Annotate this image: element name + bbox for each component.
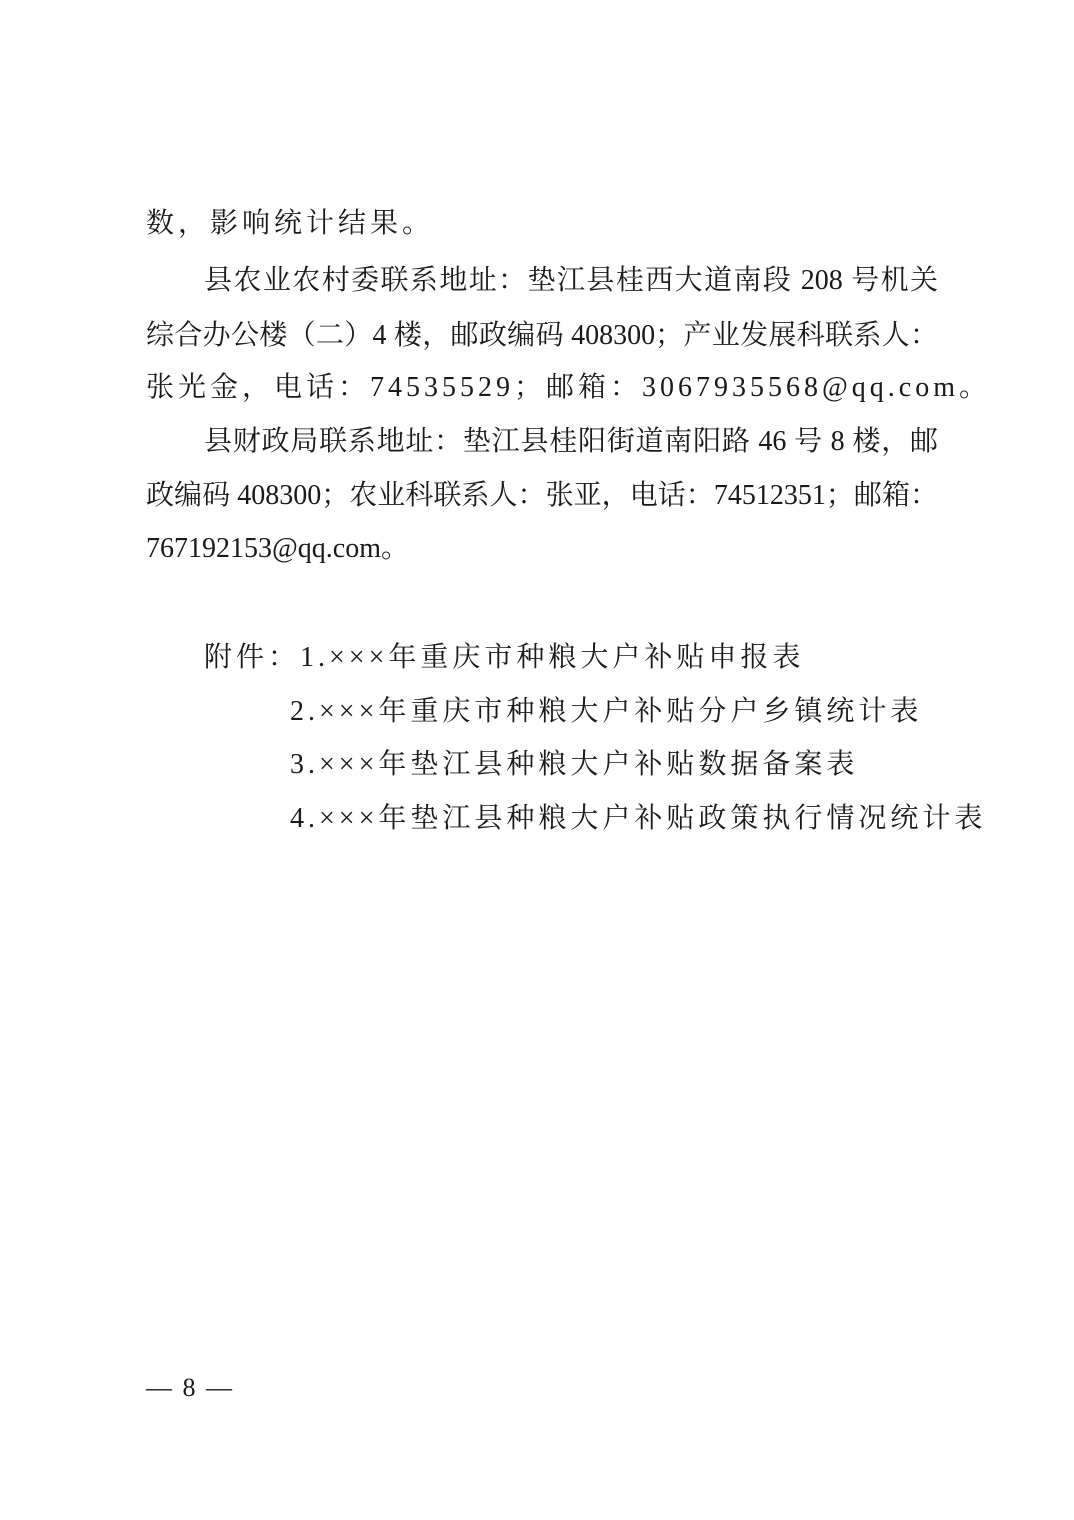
- agri-contact-line-1: 县农业农村委联系地址：垫江县桂西大道南段 208 号机关: [204, 265, 938, 296]
- attachment-item-2: 2.×××年重庆市种粮大户补贴分户乡镇统计表: [290, 696, 923, 727]
- attachment-item-3: 3.×××年垫江县种粮大户补贴数据备案表: [290, 749, 859, 780]
- finance-contact-line-3: 767192153@qq.com。: [146, 533, 409, 564]
- finance-contact-line-2: 政编码 408300；农业科联系人：张亚，电话：74512351；邮箱：: [146, 480, 938, 511]
- agri-contact-line-3: 张光金，电话：74535529；邮箱：3067935568@qq.com。: [146, 372, 991, 403]
- page-number: — 8 —: [146, 1373, 234, 1402]
- attachment-item-4: 4.×××年垫江县种粮大户补贴政策执行情况统计表: [290, 803, 987, 834]
- finance-contact-line-1: 县财政局联系地址：垫江县桂阳街道南阳路 46 号 8 楼，邮: [204, 426, 938, 457]
- paragraph-continuation-line: 数，影响统计结果。: [146, 208, 435, 239]
- attachment-item-1: 附件：1.×××年重庆市种粮大户补贴申报表: [204, 642, 805, 673]
- agri-contact-line-2: 综合办公楼（二）4 楼，邮政编码 408300；产业发展科联系人：: [146, 320, 938, 351]
